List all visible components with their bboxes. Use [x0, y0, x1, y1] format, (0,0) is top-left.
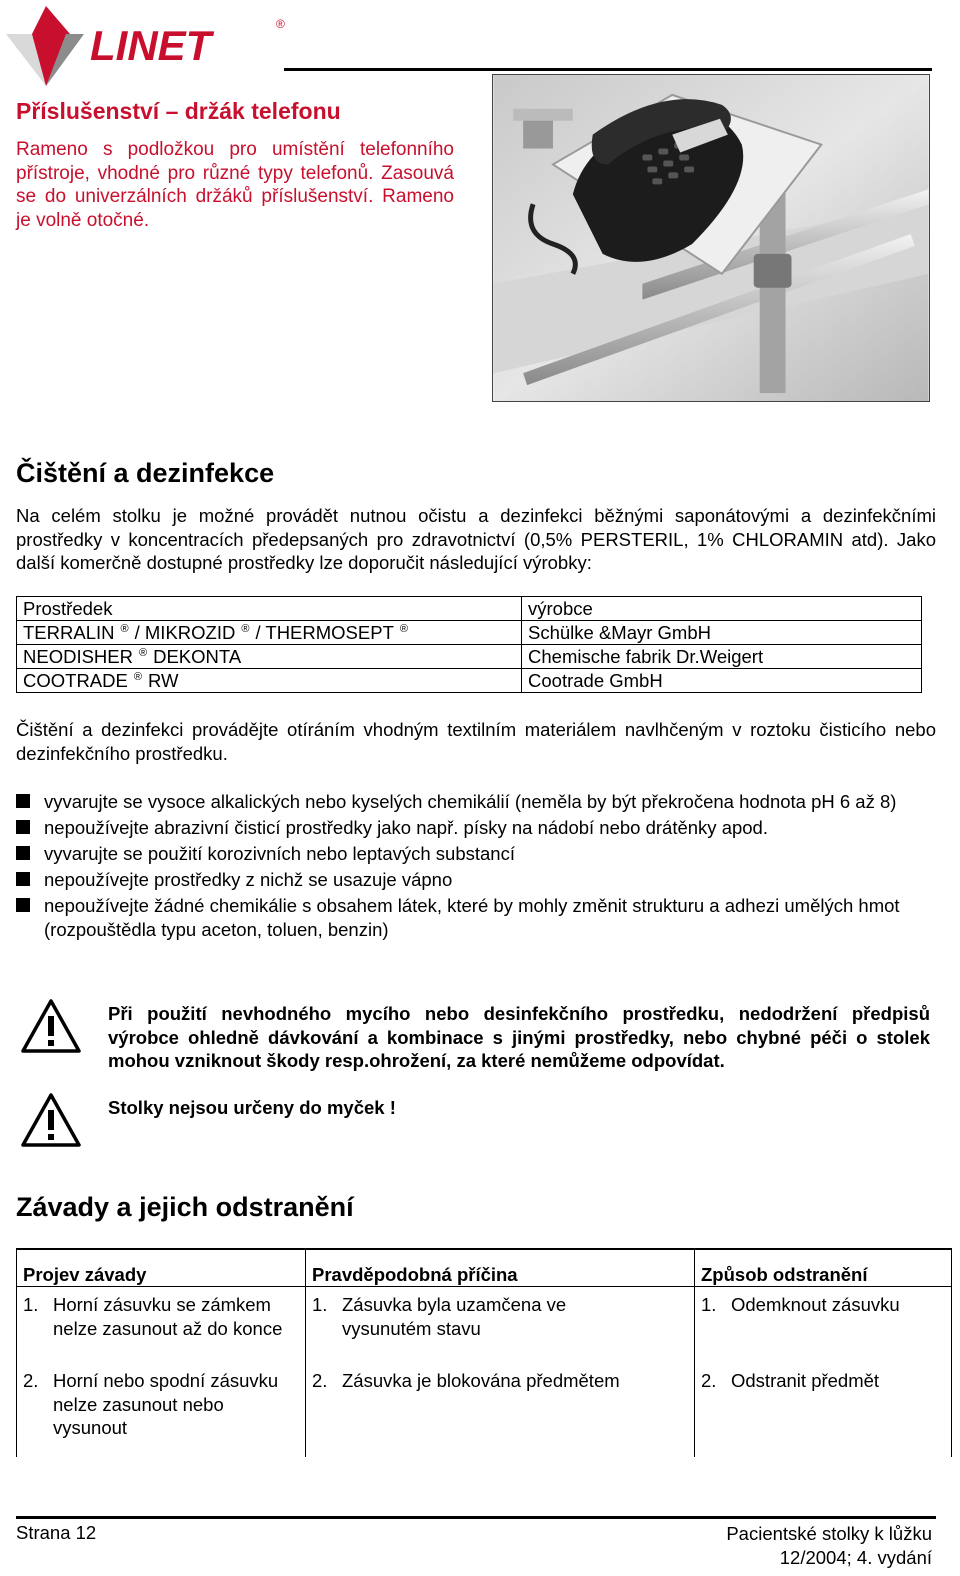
table-cell: TERRALIN ® / MIKROZID ® / THERMOSEPT ® [17, 621, 522, 645]
phone-holder-photo [492, 74, 930, 402]
table-cell: 1. Odemknout zásuvku [695, 1287, 952, 1366]
cleaning-title: Čištění a dezinfekce [16, 458, 275, 488]
warning-text-1: Při použití nevhodného mycího nebo desinfekčního prostředku, nedodržení předpisů výrobce ohledně dávkování a kombinace s jinými prostředky, nebo chybné péči o stolek mohou vzniknout škody resp.ohrožení, za které nemůžeme odpovídat. [108, 1003, 930, 1071]
column-header: Pravděpodobná příčina [306, 1249, 695, 1287]
table-cell: Cootrade GmbH [522, 669, 922, 693]
list-item: nepoužívejte prostředky z nichž se usazuje vápno [16, 868, 936, 892]
list-item: nepoužívejte žádné chemikálie s obsahem látek, které by mohly změnit strukturu a adhezi umělých hmot (rozpouštědla typu aceton, toluen, benzin) [16, 894, 936, 941]
table-cell: NEODISHER ® DEKONTA [17, 645, 522, 669]
table-row [17, 621, 922, 645]
agents-table [16, 596, 922, 693]
doc-title: Pacientské stolky k lůžku [726, 1523, 932, 1544]
header-rule [284, 68, 932, 71]
table-cell: 2. Zásuvka je blokována předmětem [306, 1365, 695, 1457]
table-row [17, 1287, 952, 1366]
table-row [17, 1365, 952, 1457]
table-cell: 1. Zásuvka byla uzamčena ve vysunutém stavu [306, 1287, 695, 1366]
cleaning-intro: Na celém stolku je možné provádět nutnou očistu a dezinfekci běžnými saponátovými a dezinfekčními prostředky v koncentracích předepsaných pro zdravotnictví (0,5% PERSTERIL, 1% CHLORAMIN atd). Jako další komerčně dostupné prostředky lze doporučit následující výrobky: [16, 505, 936, 573]
table-cell: Schülke &Mayr GmbH [522, 621, 922, 645]
cleaning-method: Čištění a dezinfekci provádějte otíráním vhodným textilním materiálem navlhčeným v roztoku čisticího nebo dezinfekčního prostředku. [16, 719, 936, 764]
faults-title: Závady a jejich odstranění [16, 1192, 354, 1222]
phone-holder-description: Rameno s podložkou pro umístění telefonního přístroje, vhodné pro různé typy telefonů. Zasouvá se do univerzálních držáků příslušenství. Rameno je volně otočné. [16, 139, 454, 231]
column-header: Projev závady [17, 1249, 306, 1287]
cleaning-bullets [16, 790, 936, 944]
table-cell: 2. Horní nebo spodní zásuvku nelze zasunout nebo vysunout [17, 1365, 306, 1457]
bullet-square-icon [16, 794, 30, 808]
faults-table [16, 1248, 952, 1457]
footer-doc-info [726, 1522, 932, 1569]
table-cell: Prostředek [17, 597, 522, 621]
footer-rule [16, 1516, 936, 1519]
table-row [17, 597, 922, 621]
table-row [17, 669, 922, 693]
bullet-square-icon [16, 846, 30, 860]
table-cell: COOTRADE ® RW [17, 669, 522, 693]
table-cell: 2. Odstranit předmět [695, 1365, 952, 1457]
table-header-row [17, 1249, 952, 1287]
svg-text:®: ® [276, 17, 285, 31]
warning-text-2: Stolky nejsou určeny do myček ! [108, 1097, 396, 1118]
page-number: Strana 12 [16, 1522, 97, 1543]
table-cell: výrobce [522, 597, 922, 621]
warning-triangle-icon [20, 1092, 82, 1148]
list-item: vyvarujte se vysoce alkalických nebo kyselých chemikálií (neměla by být překročena hodnota pH 6 až 8) [16, 790, 936, 814]
list-item: vyvarujte se použití korozivních nebo leptavých substancí [16, 842, 936, 866]
bullet-square-icon [16, 898, 30, 912]
warning-triangle-icon [20, 998, 82, 1054]
linet-logo [4, 2, 294, 86]
table-cell: 1. Horní zásuvku se zámkem nelze zasunout až do konce [17, 1287, 306, 1366]
logo-text: LINET [90, 22, 212, 69]
column-header: Způsob odstranění [695, 1249, 952, 1287]
phone-holder-title: Příslušenství – držák telefonu [16, 98, 341, 124]
doc-edition: 12/2004; 4. vydání [779, 1546, 932, 1568]
table-row [17, 645, 922, 669]
table-cell: Chemische fabrik Dr.Weigert [522, 645, 922, 669]
bullet-square-icon [16, 872, 30, 886]
bullet-square-icon [16, 820, 30, 834]
list-item: nepoužívejte abrazivní čisticí prostředky jako např. písky na nádobí nebo drátěnky apod. [16, 816, 936, 840]
